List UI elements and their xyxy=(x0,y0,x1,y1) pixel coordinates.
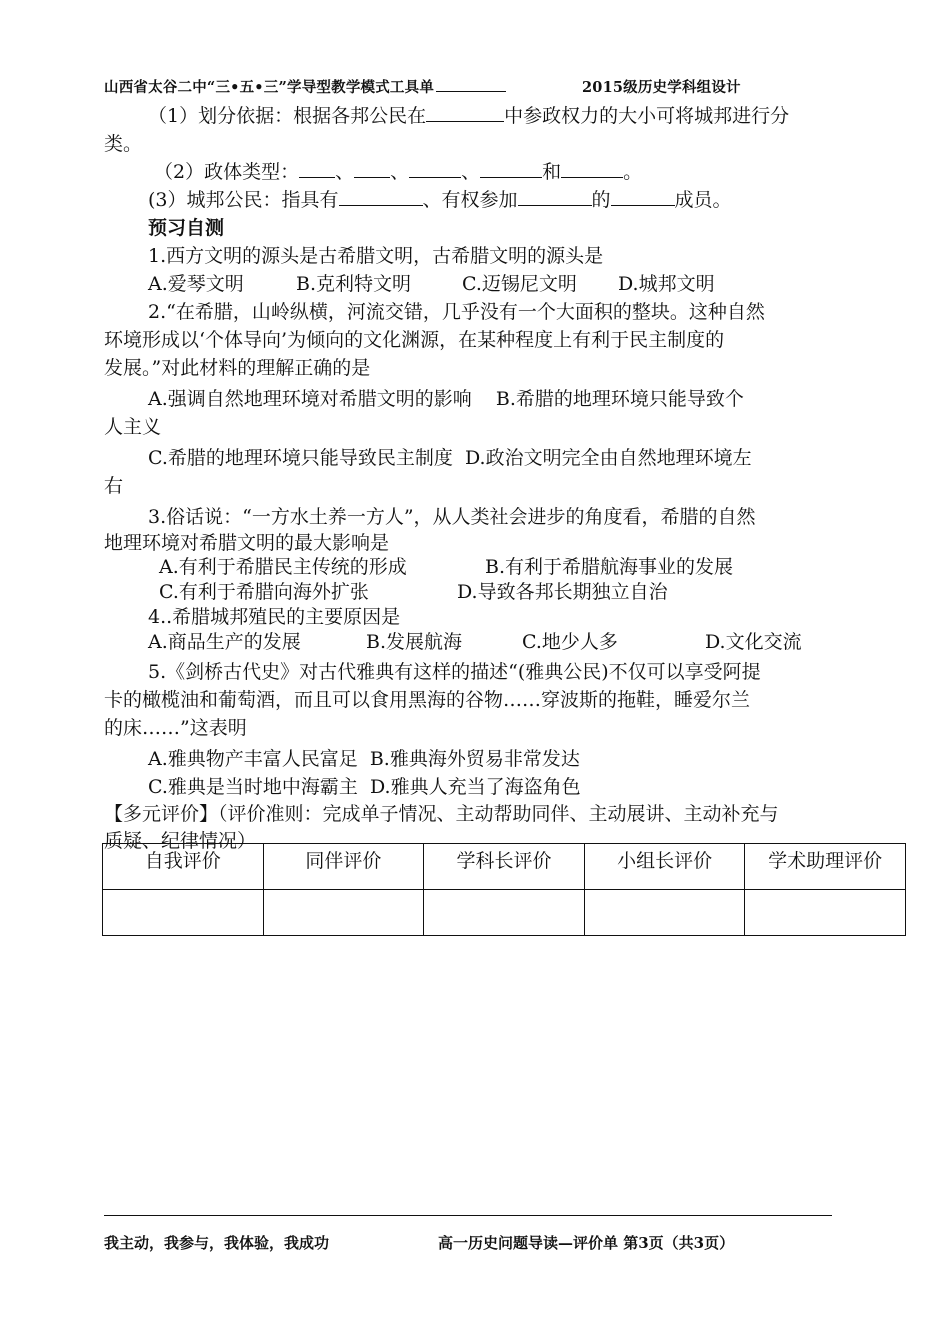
q3-options-ab xyxy=(104,555,852,580)
page-footer xyxy=(104,1232,844,1253)
evaluation-input-row xyxy=(103,890,906,936)
eval-col-self: 自我评价 xyxy=(103,844,264,890)
q3-option-d[interactable]: D.导致各邦长期独立自治 xyxy=(457,581,668,603)
q4-option-d[interactable]: D.文化交流 xyxy=(705,631,802,653)
q3-option-c[interactable]: C.有利于希腊向海外扩张 xyxy=(159,581,369,603)
evaluation-table xyxy=(102,843,906,936)
q4-options xyxy=(104,630,852,655)
q5-stem-2: 卡的橄榄油和葡萄酒，而且可以食用黑海的谷物……穿波斯的拖鞋，睡爱尔兰 xyxy=(104,689,751,711)
fill-blank[interactable] xyxy=(409,159,461,178)
q3-options-cd xyxy=(104,580,852,605)
eval-col-assistant: 学术助理评价 xyxy=(745,844,906,890)
fill-blank[interactable] xyxy=(339,187,423,206)
fill-blank[interactable] xyxy=(611,187,675,206)
q4-option-b[interactable]: B.发展航海 xyxy=(366,631,463,653)
q5-options-ab[interactable]: A.雅典物产丰富人民富足 B.雅典海外贸易非常发达 xyxy=(148,748,580,770)
q2-options-cd-cont: 右 xyxy=(104,475,124,497)
eval-cell-group-lead[interactable] xyxy=(584,890,745,936)
fill-blank[interactable] xyxy=(480,159,542,178)
q2-options-ab-cont: 人主义 xyxy=(104,416,162,438)
eval-cell-assistant[interactable] xyxy=(745,890,906,936)
eval-col-group-lead: 小组长评价 xyxy=(584,844,745,890)
q2-stem-3: 发展。”对此材料的理解正确的是 xyxy=(104,357,371,379)
q4-stem: 4..希腊城邦殖民的主要原因是 xyxy=(148,606,401,628)
polity-item-2: （2）政体类型： 、 、 、 和 。 xyxy=(154,161,643,183)
footer-page-info: 高一历史问题导读—评价单 第3页（共3页） xyxy=(438,1234,735,1252)
eval-col-peer: 同伴评价 xyxy=(263,844,424,890)
q1-option-c[interactable]: C.迈锡尼文明 xyxy=(462,273,577,295)
fill-blank[interactable] xyxy=(299,159,335,178)
worksheet-body xyxy=(104,102,852,855)
q2-options-cd[interactable]: C.希腊的地理环境只能导致民主制度 D.政治文明完全由自然地理环境左 xyxy=(148,447,752,469)
evaluation-criteria-1: 【多元评价】（评价准则：完成单子情况、主动帮助同伴、主动展讲、主动补充与 xyxy=(104,803,779,825)
polity-item-1-cont: 类。 xyxy=(104,133,143,155)
preview-title: 预习自测 xyxy=(148,217,225,239)
header-right: 2015级历史学科组设计 xyxy=(582,79,741,96)
eval-cell-self[interactable] xyxy=(103,890,264,936)
q3-stem-2: 地理环境对希腊文明的最大影响是 xyxy=(104,532,390,554)
footer-motto: 我主动，我参与，我体验，我成功 xyxy=(104,1234,330,1252)
q4-option-a[interactable]: A.商品生产的发展 xyxy=(148,631,301,653)
header-underline xyxy=(436,79,506,92)
eval-cell-peer[interactable] xyxy=(263,890,424,936)
fill-blank[interactable] xyxy=(426,103,504,122)
q3-option-b[interactable]: B.有利于希腊航海事业的发展 xyxy=(485,556,734,578)
q5-stem-3: 的床……”这表明 xyxy=(104,717,247,739)
q2-stem-2: 环境形成以‘个体导向’为倾向的文化渊源，在某种程度上有利于民主制度的 xyxy=(104,329,725,351)
eval-col-subject-lead: 学科长评价 xyxy=(424,844,585,890)
fill-blank[interactable] xyxy=(561,159,623,178)
q5-stem-1: 5.《剑桥古代史》对古代雅典有这样的描述“(雅典公民)不仅可以享受阿提 xyxy=(148,661,761,683)
q3-option-a[interactable]: A.有利于希腊民主传统的形成 xyxy=(159,556,407,578)
evaluation-header-row xyxy=(103,844,906,890)
q2-stem-1: 2.“在希腊，山岭纵横，河流交错，几乎没有一个大面积的整块。这种自然 xyxy=(148,301,765,323)
q5-options-cd[interactable]: C.雅典是当时地中海霸主 D.雅典人充当了海盗角色 xyxy=(148,776,581,798)
polity-item-1: （1）划分依据：根据各邦公民在 中参政权力的大小可将城邦进行分 xyxy=(148,105,790,127)
fill-blank[interactable] xyxy=(354,159,390,178)
header-left: 山西省太谷二中“三•五•三”学导型教学模式工具单 xyxy=(104,79,435,96)
q1-options xyxy=(104,270,852,298)
q1-stem: 1.西方文明的源头是古希腊文明，古希腊文明的源头是 xyxy=(148,245,604,267)
page-header xyxy=(104,76,824,97)
fill-blank[interactable] xyxy=(518,187,592,206)
q4-option-c[interactable]: C.地少人多 xyxy=(522,631,618,653)
q1-option-d[interactable]: D.城邦文明 xyxy=(618,273,715,295)
evaluation-criteria-2: 质疑、纪律情况） xyxy=(104,830,257,852)
q2-options-ab[interactable]: A.强调自然地理环境对希腊文明的影响 B.希腊的地理环境只能导致个 xyxy=(148,388,744,410)
eval-cell-subject-lead[interactable] xyxy=(424,890,585,936)
footer-divider xyxy=(104,1215,832,1216)
q3-stem-1: 3.俗话说：“一方水土养一方人”，从人类社会进步的角度看，希腊的自然 xyxy=(148,506,756,528)
polity-item-3: (3）城邦公民：指具有 、有权参加 的 成员。 xyxy=(148,189,732,211)
q1-option-a[interactable]: A.爱琴文明 xyxy=(148,273,244,295)
q1-option-b[interactable]: B.克利特文明 xyxy=(296,273,412,295)
